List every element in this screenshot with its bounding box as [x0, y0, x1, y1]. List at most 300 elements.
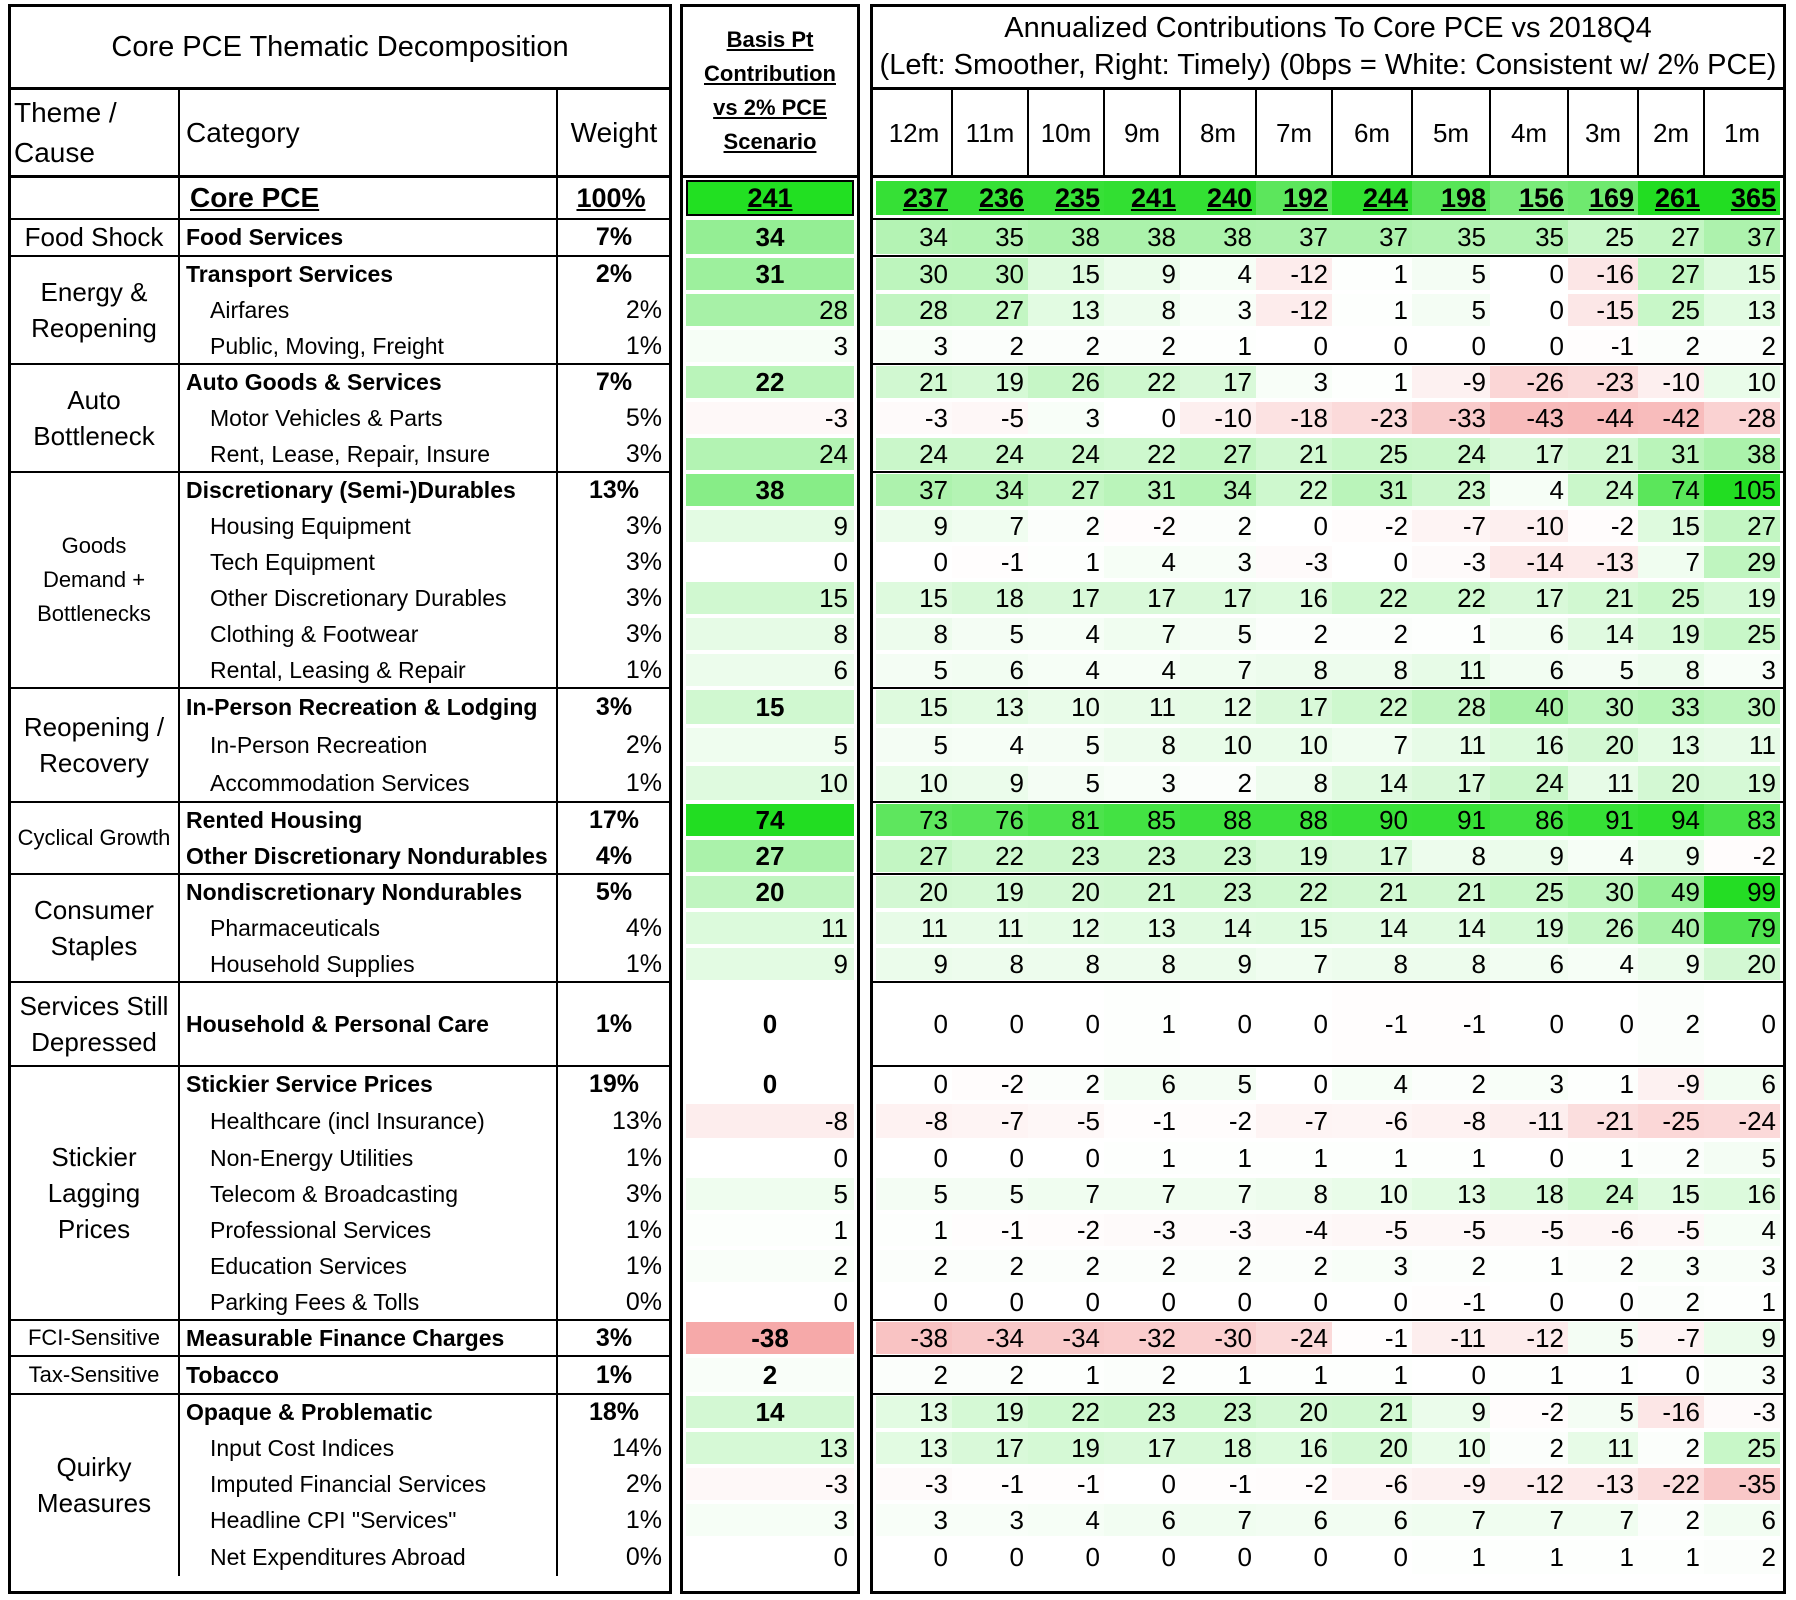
period-value: 73 [876, 804, 952, 836]
period-value: 35 [952, 220, 1028, 254]
bp-value: 0 [686, 1540, 854, 1574]
period-value: 18 [1490, 1178, 1568, 1210]
period-value: 11 [1568, 1432, 1638, 1464]
core-value-2m: 261 [1638, 181, 1704, 215]
period-value: 16 [1256, 1432, 1332, 1464]
period-value: 7 [952, 510, 1028, 542]
period-value: 7 [1490, 1504, 1568, 1536]
period-value: 2 [1256, 1250, 1332, 1282]
period-value: 2 [952, 1358, 1028, 1392]
weight-value: 13% [588, 475, 640, 504]
period-value: 17 [1490, 582, 1568, 614]
category-label: Nondiscretionary Nondurables [186, 878, 523, 905]
weight-value: 1% [625, 949, 662, 978]
period-value: 24 [876, 438, 952, 470]
period-value: 0 [1256, 1068, 1332, 1100]
period-value: 4 [1028, 1504, 1104, 1536]
period-value: 6 [1490, 654, 1568, 686]
period-value: 0 [876, 984, 952, 1064]
period-value: 0 [952, 1540, 1028, 1574]
bp-value: 15 [686, 582, 854, 614]
period-value: -2 [1180, 1104, 1256, 1138]
group-divider [873, 687, 1783, 689]
period-value: 24 [1568, 1178, 1638, 1210]
category-label: Imputed Financial Services [210, 1470, 487, 1497]
period-value: 17 [1256, 690, 1332, 724]
period-value: 0 [876, 1286, 952, 1318]
period-value: 0 [876, 1540, 952, 1574]
theme-label: Goods Demand + Bottlenecks [37, 533, 151, 626]
period-value: 4 [952, 728, 1028, 762]
period-value: 27 [1028, 474, 1104, 506]
bp-contribution-title [683, 7, 857, 175]
period-value: 19 [952, 366, 1028, 398]
period-value: 21 [1412, 876, 1490, 908]
col-divider-category [556, 90, 558, 1576]
period-value: -7 [1638, 1322, 1704, 1354]
period-value: -24 [1704, 1104, 1780, 1138]
period-value: 19 [1704, 582, 1780, 614]
period-value: -10 [1490, 510, 1568, 542]
period-value: 27 [1704, 510, 1780, 542]
weight-value: 3% [595, 1323, 633, 1352]
period-value: 1 [1490, 1250, 1568, 1282]
period-header-3m: 3m [1584, 117, 1622, 148]
period-value: 2 [1412, 1068, 1490, 1100]
core-value-8m: 240 [1180, 181, 1256, 215]
period-value: -5 [1490, 1214, 1568, 1246]
period-value: 19 [952, 1396, 1028, 1428]
period-header-6m: 6m [1353, 117, 1391, 148]
period-value: 8 [1028, 948, 1104, 980]
period-value: 4 [1104, 654, 1180, 686]
core-value-9m: 241 [1104, 181, 1180, 215]
period-value: 2 [1412, 1250, 1490, 1282]
period-value: -34 [952, 1322, 1028, 1354]
period-value: 5 [1028, 728, 1104, 762]
period-value: 23 [1412, 474, 1490, 506]
period-value: -12 [1256, 294, 1332, 326]
period-value: 0 [1332, 1286, 1412, 1318]
period-value: 3 [1638, 1250, 1704, 1282]
title-divider-right [873, 87, 1783, 90]
period-value: 90 [1332, 804, 1412, 836]
category-label: Household & Personal Care [186, 1010, 489, 1037]
bp-value: 0 [686, 1142, 854, 1174]
period-value: 9 [876, 948, 952, 980]
category-label: Household Supplies [210, 950, 415, 977]
category-label: Public, Moving, Freight [210, 332, 444, 359]
period-value: 15 [1638, 510, 1704, 542]
period-value: 19 [1638, 618, 1704, 650]
period-value: 6 [1490, 948, 1568, 980]
period-value: 5 [1180, 1068, 1256, 1100]
bp-value: 8 [686, 618, 854, 650]
category-label: Rented Housing [186, 806, 363, 833]
category-label: Professional Services [210, 1216, 432, 1243]
weight-value: 5% [595, 877, 633, 906]
period-value: 8 [1104, 728, 1180, 762]
period-value: 85 [1104, 804, 1180, 836]
group-divider [873, 255, 1783, 257]
period-divider [1567, 90, 1569, 178]
period-value: 14 [1332, 766, 1412, 800]
period-value: 5 [1568, 654, 1638, 686]
period-value: 0 [952, 984, 1028, 1064]
category-label: Accommodation Services [210, 769, 470, 796]
header-category: Category [186, 117, 300, 148]
period-value: 19 [1490, 912, 1568, 944]
period-value: 31 [1332, 474, 1412, 506]
period-header-1m: 1m [1723, 117, 1761, 148]
period-value: 5 [1180, 618, 1256, 650]
period-value: 22 [1412, 582, 1490, 614]
period-value: 1 [1332, 294, 1412, 326]
period-value: 0 [1028, 1142, 1104, 1174]
theme-label: Quirky Measures [36, 1452, 152, 1518]
period-value: 6 [1490, 618, 1568, 650]
period-value: 2 [1704, 1540, 1780, 1574]
period-value: 0 [1490, 258, 1568, 290]
period-value: 28 [876, 294, 952, 326]
period-value: 20 [1332, 1432, 1412, 1464]
period-header-7m: 7m [1275, 117, 1313, 148]
period-value: 16 [1704, 1178, 1780, 1210]
period-value: -1 [1180, 1468, 1256, 1500]
period-value: 9 [1704, 1322, 1780, 1354]
period-value: 25 [1568, 220, 1638, 254]
period-value: -1 [1412, 984, 1490, 1064]
period-value: 24 [1028, 438, 1104, 470]
period-value: 6 [1332, 1504, 1412, 1536]
weight-value: 19% [588, 1069, 640, 1098]
group-divider [873, 1319, 1783, 1321]
period-value: -34 [1028, 1322, 1104, 1354]
weight-value: 1% [595, 1360, 633, 1389]
period-value: 15 [876, 582, 952, 614]
period-value: 14 [1412, 912, 1490, 944]
weight-value: 2% [625, 1469, 662, 1498]
period-value: 1 [1180, 1142, 1256, 1174]
theme-label: Services Still Depressed [19, 991, 169, 1057]
period-value: 2 [1028, 510, 1104, 542]
period-value: -5 [1412, 1214, 1490, 1246]
title-divider-left [11, 87, 669, 90]
period-value: 1 [1028, 1358, 1104, 1392]
period-value: -21 [1568, 1104, 1638, 1138]
period-value: 7 [1180, 1178, 1256, 1210]
category-label: Net Expenditures Abroad [210, 1543, 466, 1570]
period-value: 0 [1180, 984, 1256, 1064]
right-title-line-1: Annualized Contributions To Core PCE vs 2018Q4 [1004, 12, 1652, 44]
period-value: 17 [1490, 438, 1568, 470]
core-value-11m: 236 [952, 181, 1028, 215]
weight-value: 3% [595, 692, 633, 721]
period-value: 5 [876, 1178, 952, 1210]
period-value: 37 [1704, 220, 1780, 254]
period-value: -2 [1332, 510, 1412, 542]
category-label: Headline CPI "Services" [210, 1506, 457, 1533]
period-value: -43 [1490, 402, 1568, 434]
period-value: -3 [1180, 1214, 1256, 1246]
period-value: -3 [1256, 546, 1332, 578]
period-value: -14 [1490, 546, 1568, 578]
period-value: 2 [1104, 1250, 1180, 1282]
period-value: -7 [1256, 1104, 1332, 1138]
period-value: -44 [1568, 402, 1638, 434]
period-value: 5 [1412, 258, 1490, 290]
period-value: 30 [1704, 690, 1780, 724]
period-value: 1 [1180, 1358, 1256, 1392]
period-value: -3 [876, 402, 952, 434]
period-value: -42 [1638, 402, 1704, 434]
period-value: 105 [1704, 474, 1780, 506]
category-label: Discretionary (Semi-)Durables [186, 476, 516, 503]
bp-value: 5 [686, 1178, 854, 1210]
period-value: 1 [1412, 1540, 1490, 1574]
bp-value: 2 [686, 1358, 854, 1392]
weight-value: 4% [595, 841, 633, 870]
period-value: 2 [1256, 618, 1332, 650]
period-value: 15 [1704, 258, 1780, 290]
core-value-5m: 198 [1412, 181, 1490, 215]
period-value: 40 [1638, 912, 1704, 944]
period-value: 0 [1104, 1286, 1180, 1318]
period-value: 8 [1256, 1178, 1332, 1210]
core-category: Core PCE [190, 182, 320, 213]
period-value: 1 [1568, 1540, 1638, 1574]
period-value: 23 [1028, 840, 1104, 872]
period-value: 11 [1104, 690, 1180, 724]
period-value: -5 [952, 402, 1028, 434]
period-value: 2 [1180, 510, 1256, 542]
period-value: 5 [1568, 1396, 1638, 1428]
period-value: 9 [1412, 1396, 1490, 1428]
period-value: -13 [1568, 1468, 1638, 1500]
period-value: 12 [1180, 690, 1256, 724]
period-value: 17 [1104, 1432, 1180, 1464]
right-panel-title [873, 7, 1783, 87]
period-value: 2 [1180, 1250, 1256, 1282]
period-value: 18 [1180, 1432, 1256, 1464]
category-label: Transport Services [186, 260, 394, 287]
header-weight: Weight [570, 117, 658, 148]
period-header-9m: 9m [1123, 117, 1161, 148]
period-value: 4 [1568, 948, 1638, 980]
weight-value: 3% [625, 511, 662, 540]
period-value: 26 [1028, 366, 1104, 398]
period-value: 8 [952, 948, 1028, 980]
bp-value: -8 [686, 1104, 854, 1138]
bp-title-line-1: Basis Pt [726, 27, 814, 52]
period-value: 88 [1180, 804, 1256, 836]
header-divider-right [873, 175, 1783, 178]
period-value: 91 [1412, 804, 1490, 836]
period-value: -16 [1638, 1396, 1704, 1428]
period-value: -11 [1412, 1322, 1490, 1354]
bp-value: 9 [686, 510, 854, 542]
category-label: Input Cost Indices [210, 1434, 395, 1461]
period-value: 1 [1490, 1358, 1568, 1392]
period-divider [1179, 90, 1181, 178]
core-value-6m: 244 [1332, 181, 1412, 215]
category-label: Other Discretionary Durables [210, 584, 507, 611]
period-value: 2 [1638, 984, 1704, 1064]
period-value: 20 [1028, 876, 1104, 908]
period-value: 10 [876, 766, 952, 800]
bp-value: 3 [686, 330, 854, 362]
period-value: 11 [1704, 728, 1780, 762]
period-value: 1 [1568, 1068, 1638, 1100]
period-value: 1 [1704, 1286, 1780, 1318]
period-value: 3 [1256, 366, 1332, 398]
header-theme: Theme / Cause [14, 97, 117, 168]
period-header-4m: 4m [1510, 117, 1548, 148]
period-value: 24 [952, 438, 1028, 470]
period-value: 23 [1104, 1396, 1180, 1428]
category-label: Clothing & Footwear [210, 620, 419, 647]
theme-label: Cyclical Growth [17, 825, 171, 850]
period-value: 14 [1332, 912, 1412, 944]
period-value: 22 [1332, 690, 1412, 724]
category-label: Other Discretionary Nondurables [186, 842, 548, 869]
group-divider [873, 363, 1783, 365]
theme-label: Food Shock [24, 222, 164, 252]
period-value: 0 [1490, 1286, 1568, 1318]
period-header-10m: 10m [1040, 117, 1092, 148]
period-value: 5 [1704, 1142, 1780, 1174]
theme-label: Auto Bottleneck [33, 385, 155, 451]
period-value: 3 [876, 330, 952, 362]
period-value: 34 [1180, 474, 1256, 506]
period-value: 14 [1180, 912, 1256, 944]
weight-value: 1% [625, 1251, 662, 1280]
period-value: 1 [1638, 1540, 1704, 1574]
period-value: 9 [1180, 948, 1256, 980]
bp-value: 2 [686, 1250, 854, 1282]
period-value: 5 [876, 654, 952, 686]
period-value: 2 [1490, 1432, 1568, 1464]
period-value: -4 [1256, 1214, 1332, 1246]
category-label: Non-Energy Utilities [210, 1144, 414, 1171]
period-value: 2 [1332, 618, 1412, 650]
period-value: 37 [876, 474, 952, 506]
category-label: Airfares [210, 296, 290, 323]
period-value: 17 [1104, 582, 1180, 614]
left-panel-title: Core PCE Thematic Decomposition [111, 30, 569, 63]
bp-value: 74 [686, 804, 854, 836]
period-value: 9 [1104, 258, 1180, 290]
period-value: 0 [876, 546, 952, 578]
category-label: Rental, Leasing & Repair [210, 656, 466, 683]
period-value: 11 [876, 912, 952, 944]
theme-label: FCI-Sensitive [27, 1325, 161, 1350]
period-value: 3 [876, 1504, 952, 1536]
period-value: -25 [1638, 1104, 1704, 1138]
period-value: 0 [876, 1142, 952, 1174]
period-value: -12 [1490, 1322, 1568, 1354]
period-value: 0 [1180, 1286, 1256, 1318]
category-label: Housing Equipment [210, 512, 411, 539]
period-value: 9 [876, 510, 952, 542]
period-value: -5 [1638, 1214, 1704, 1246]
period-value: 20 [876, 876, 952, 908]
period-value: -7 [1412, 510, 1490, 542]
period-value: 6 [1104, 1068, 1180, 1100]
period-divider [951, 90, 953, 178]
period-value: 4 [1568, 840, 1638, 872]
theme-label: Consumer Staples [34, 895, 154, 961]
period-value: 23 [1180, 876, 1256, 908]
period-value: 30 [876, 258, 952, 290]
period-value: 19 [952, 876, 1028, 908]
period-value: 1 [1490, 1540, 1568, 1574]
bp-value: 28 [686, 294, 854, 326]
period-value: 0 [1180, 1540, 1256, 1574]
period-value: 2 [1638, 1286, 1704, 1318]
period-value: 11 [1412, 728, 1490, 762]
bp-value: 10 [686, 766, 854, 800]
period-value: 4 [1332, 1068, 1412, 1100]
period-value: 7 [1180, 654, 1256, 686]
bp-value: 6 [686, 654, 854, 686]
bp-value: 11 [686, 912, 854, 944]
bp-title-line-4: Scenario [723, 129, 817, 154]
period-value: 2 [876, 1250, 952, 1282]
period-value: 1 [1412, 1142, 1490, 1174]
period-value: 22 [952, 840, 1028, 872]
period-value: -3 [1104, 1214, 1180, 1246]
period-value: 0 [1104, 402, 1180, 434]
period-value: 8 [1256, 766, 1332, 800]
period-value: -33 [1412, 402, 1490, 434]
period-divider [1411, 90, 1413, 178]
period-value: 0 [1490, 1142, 1568, 1174]
period-header-12m: 12m [888, 117, 940, 148]
weight-value: 1% [625, 1215, 662, 1244]
period-value: 4 [1104, 546, 1180, 578]
period-value: 35 [1490, 220, 1568, 254]
period-value: -10 [1180, 402, 1256, 434]
period-divider [1027, 90, 1029, 178]
period-value: 13 [1028, 294, 1104, 326]
period-value: 0 [1028, 984, 1104, 1064]
period-value: -1 [952, 1214, 1028, 1246]
bp-value: 15 [686, 690, 854, 724]
category-label: Telecom & Broadcasting [210, 1180, 459, 1207]
theme-label: Reopening / Recovery [23, 712, 165, 778]
group-divider [873, 873, 1783, 875]
period-value: -2 [1256, 1468, 1332, 1500]
period-value: 11 [1412, 654, 1490, 686]
period-value: 21 [1332, 876, 1412, 908]
period-value: 7 [1180, 1504, 1256, 1536]
period-value: 31 [1104, 474, 1180, 506]
period-value: -2 [952, 1068, 1028, 1100]
bp-value: 0 [686, 1286, 854, 1318]
period-value: 5 [1028, 766, 1104, 800]
period-value: 99 [1704, 876, 1780, 908]
period-value: 25 [1638, 294, 1704, 326]
period-value: 94 [1638, 804, 1704, 836]
period-value: 0 [1104, 1468, 1180, 1500]
period-value: -3 [1412, 546, 1490, 578]
period-value: 21 [876, 366, 952, 398]
period-value: 6 [1704, 1504, 1780, 1536]
category-label: In-Person Recreation [210, 731, 428, 758]
period-value: -7 [952, 1104, 1028, 1138]
period-value: 34 [952, 474, 1028, 506]
